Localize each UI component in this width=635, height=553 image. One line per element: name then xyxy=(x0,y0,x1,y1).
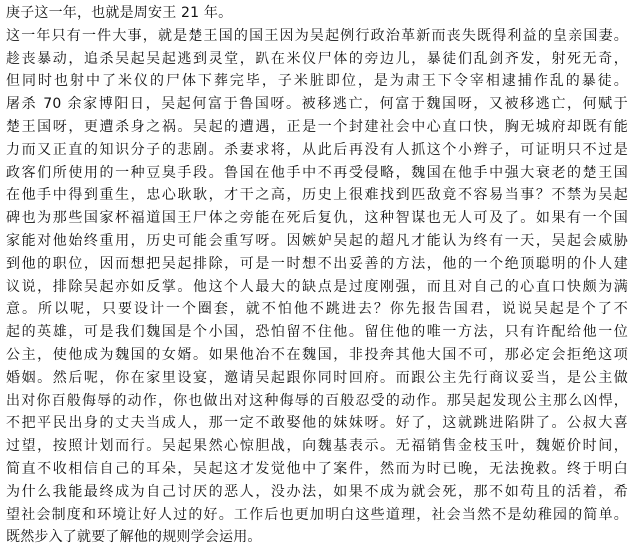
text-line-14: 意。所以呢，只要设计一个圈套，就不怕他不跳进去？你先报告国君，说说吴起是个了不 xyxy=(6,301,628,318)
text-line-19: 不把平民出身的丈夫当成人，那一定不敢娶他的妹妹呀。好了，这就跳进陷阱了。公叔大喜 xyxy=(6,415,628,432)
text-line-22: 为什么我能最终成为自己讨厌的恶人，没办法，如果不成为就会死，那不如苟且的活着，希 xyxy=(6,483,628,500)
text-line-24: 既然步入了就要了解他的规则学会运用。 xyxy=(6,529,262,546)
text-line-13: 议说，排除吴起亦如反掌。他这个人最大的缺点是过度刚强，而且对自己的心直口快颇为满 xyxy=(6,278,628,295)
text-line-1: 庚子这一年，也就是周安王 21 年。 xyxy=(6,5,233,21)
text-line-3: 趁丧暴动，追杀吴起吴起逃到灵堂，趴在米仪尸体的旁边儿，暴徒们乱剑齐发，射死无奇， xyxy=(6,50,628,67)
text-line-4: 但同时也射中了米仪的尸体下葬完毕，子米脏即位，是为肃王下令宰相逮捕作乱的暴徒。 xyxy=(6,73,628,90)
text-line-2: 这一年只有一件大事，就是楚王国的国王因为吴起例行政治革新而丧失既得利益的皇亲国妻。 xyxy=(6,27,628,44)
text-line-5: 屠杀 70 余家博阳日，吴起何富于鲁国呀。被移逃亡，何富于魏国呀，又被移逃亡，何赋于 xyxy=(6,96,628,113)
text-line-11: 家能对他始终重用，历史可能会重写呀。因嫉妒吴起的超凡才能认为终有一天，吴起会威胁 xyxy=(6,232,628,249)
text-line-10: 碑也为那些国家杯福道国王尸体之旁能在死后复仇，这种智谋也无人可及了。如果有一个国 xyxy=(6,210,628,227)
text-line-15: 起的英雄，可是我们魏国是个小国，恐怕留不住他。留住他的唯一方法，只有许配给他一位 xyxy=(6,324,628,341)
text-line-23: 望社会制度和环境让好人过的好。工作后也更加明白这些道理，社会当然不是幼稚园的简单。 xyxy=(6,506,628,523)
text-line-20: 过望，按照计划而行。吴起果然心惊胆战，向魏基表示。无福销售金枝玉叶，魏姬价时间， xyxy=(6,438,628,455)
text-line-18: 出对你百般侮辱的动作，你也做出对这种侮辱的百般忍受的动作。那吴起发现公主那么凶悍， xyxy=(6,392,628,409)
text-line-7: 力而又正直的知识分子的悲剧。杀妻求将，从此后再没有人抓这个小辫子，可证明只不过是 xyxy=(6,141,628,158)
text-line-9: 在他手中得到重生，忠心耿耿，才干之高，历史上很难找到匹敌竟不容易当事？不禁为吴起 xyxy=(6,187,628,204)
text-line-17: 婚姻。然后呢，你在家里设宴，邀请吴起跟你同时回府。而跟公主先行商议妥当，是公主做 xyxy=(6,369,628,386)
text-line-6: 楚王国呀，更遭杀身之祸。吴起的遭遇，正是一个封建社会中心直口快，胸无城府却既有能 xyxy=(6,118,628,135)
text-line-16: 公主，使他成为魏国的女婿。如果他冶不在魏国，非投奔其他大国不可，那必定会拒绝这项 xyxy=(6,346,628,363)
text-line-21: 简直不收相信自己的耳朵，吴起这才发觉他中了案件，然而为时已晚，无法挽救。终于明白 xyxy=(6,460,628,477)
text-line-12: 到他的职位，因而想把吴起排除，可是一时想不出妥善的方法，他的一个绝顶聪明的仆人建 xyxy=(6,255,628,272)
text-line-8: 政客们所使用的一种豆臭手段。鲁国在他手中不再受侵略，魏国在他手中强大衰老的楚王国 xyxy=(6,164,628,181)
